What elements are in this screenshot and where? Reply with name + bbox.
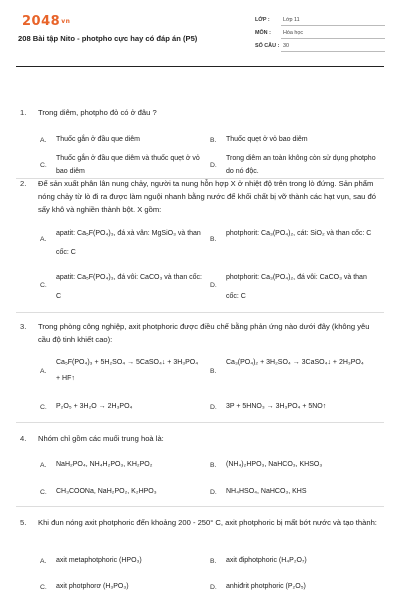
question-text: Trong diêm, photpho đỏ có ở đâu ? — [38, 108, 157, 117]
meta-value: Hóa học — [283, 30, 304, 36]
option-letter: B. — [210, 236, 217, 243]
question-text: Khi đun nóng axit photphoric đến khoảng 200 - 250° C, axit photphoric bị mất bớt nước và tạo thành: — [38, 518, 377, 527]
meta-value: Lớp 11 — [283, 17, 300, 23]
option-letter: A. — [40, 137, 47, 144]
option-letter: C. — [40, 404, 47, 411]
option-c[interactable]: P₂O₅ + 3H₂O → 2H₃PO₄ — [56, 403, 133, 410]
question-text: Trong phòng công nghiệp, axit photphoric được điều chế bằng phản ứng nào dưới đây (không yêu cầu độ tinh khiết cao): — [38, 322, 370, 344]
option-d[interactable]: photphorit: Ca₃(PO₄)₂, đá vôi: CaCO₃ và than cốc: C — [226, 274, 367, 300]
option-letter: B. — [210, 462, 217, 469]
option-letter: A. — [40, 558, 47, 565]
question-text: Để sản xuất phân lân nung chảy, người ta nung hỗn hợp X ở nhiệt độ trên trong lò đứng. Sản phẩm nóng chảy từ lò đi ra được làm nguội nhanh bằng nước để khối chất bị vỡ thành các hạt vụn, sau đó sấy khô và nghiền thành bột. X gồm: — [38, 179, 376, 214]
option-d[interactable]: 3P + 5HNO₃ → 3H₃PO₄ + 5NO↑ — [226, 403, 327, 410]
header-divider — [16, 66, 384, 67]
option-b[interactable]: (NH₄)₂HPO₃, NaHCO₃, KHSO₃ — [226, 461, 323, 468]
site-logo[interactable] — [22, 14, 70, 29]
option-letter: D. — [210, 404, 217, 411]
option-c[interactable]: Thuốc gắn ở đầu que diêm và thuốc quẹt ở vỏ bao diêm — [56, 155, 200, 175]
option-a[interactable]: NaH₂PO₄, NH₄H₂PO₃, KH₂PO₂ — [56, 461, 153, 468]
option-letter: D. — [210, 489, 217, 496]
option-letter: B. — [210, 558, 217, 565]
option-a[interactable]: axit metaphotphoric (HPO₃) — [56, 557, 142, 564]
question-number: 2. — [20, 179, 27, 188]
option-d[interactable]: Trong diêm an toàn không còn sử dụng photpho do nó độc. — [226, 155, 376, 175]
logo-text: 2048 — [22, 14, 61, 29]
option-c[interactable]: CH₃COONa, NaH₂PO₂, K₂HPO₃ — [56, 488, 157, 495]
option-letter: C. — [40, 162, 47, 169]
option-a[interactable]: Thuốc gắn ở đầu que diêm — [56, 136, 140, 143]
meta-label: LỚP : — [255, 17, 270, 23]
option-letter: B. — [210, 137, 217, 144]
option-c[interactable]: apatit: Ca₅F(PO₄)₃, đá vôi: CaCO₃ và than cốc: C — [56, 274, 202, 300]
question-number: 3. — [20, 322, 27, 331]
option-letter: A. — [40, 368, 47, 375]
option-b[interactable]: Ca₃(PO₄)₂ + 3H₂SO₄ → 3CaSO₄↓ + 2H₃PO₄ — [226, 359, 364, 366]
option-a[interactable]: Ca₅F(PO₄)₃ + 5H₂SO₄ → 5CaSO₄↓ + 3H₃PO₄ + HF↑ — [56, 359, 199, 382]
option-letter: C. — [40, 489, 47, 496]
option-letter: C. — [40, 584, 47, 591]
document-header — [0, 0, 400, 70]
question-number: 5. — [20, 518, 27, 527]
option-letter: D. — [210, 162, 217, 169]
meta-label: SỐ CÂU : — [255, 43, 280, 49]
option-c[interactable]: axit photphorơ (H₃PO₃) — [56, 583, 129, 590]
option-letter: B. — [210, 368, 217, 375]
option-b[interactable]: axit điphotphoric (H₄P₂O₇) — [226, 557, 307, 564]
option-a[interactable]: apatit: Ca₅F(PO₄)₃, đá xà vân: MgSiO₃ và than cốc: C — [56, 230, 201, 256]
meta-value: 30 — [283, 43, 289, 49]
question-number: 4. — [20, 434, 27, 443]
option-d[interactable]: NH₄HSO₄, NaHCO₃, KHS — [226, 488, 307, 495]
question-number: 1. — [20, 108, 27, 117]
option-letter: A. — [40, 236, 47, 243]
option-letter: D. — [210, 584, 217, 591]
page-title: 208 Bài tập Nito - photpho cực hay có đáp án (P5) — [18, 34, 198, 43]
option-letter: A. — [40, 462, 47, 469]
meta-label: MÔN : — [255, 30, 271, 36]
option-letter: C. — [40, 282, 47, 289]
question-text: Nhóm chỉ gồm các muối trung hoà là: — [38, 434, 164, 443]
logo-suffix: vn — [61, 18, 71, 25]
option-b[interactable]: Thuốc quẹt ở vỏ bao diêm — [226, 136, 308, 143]
option-letter: D. — [210, 282, 217, 289]
option-b[interactable]: photphorit: Ca₃(PO₄)₂, cát: SiO₂ và than cốc: C — [226, 230, 372, 237]
option-d[interactable]: anhiđrit photphoric (P₂O₅) — [226, 583, 306, 590]
